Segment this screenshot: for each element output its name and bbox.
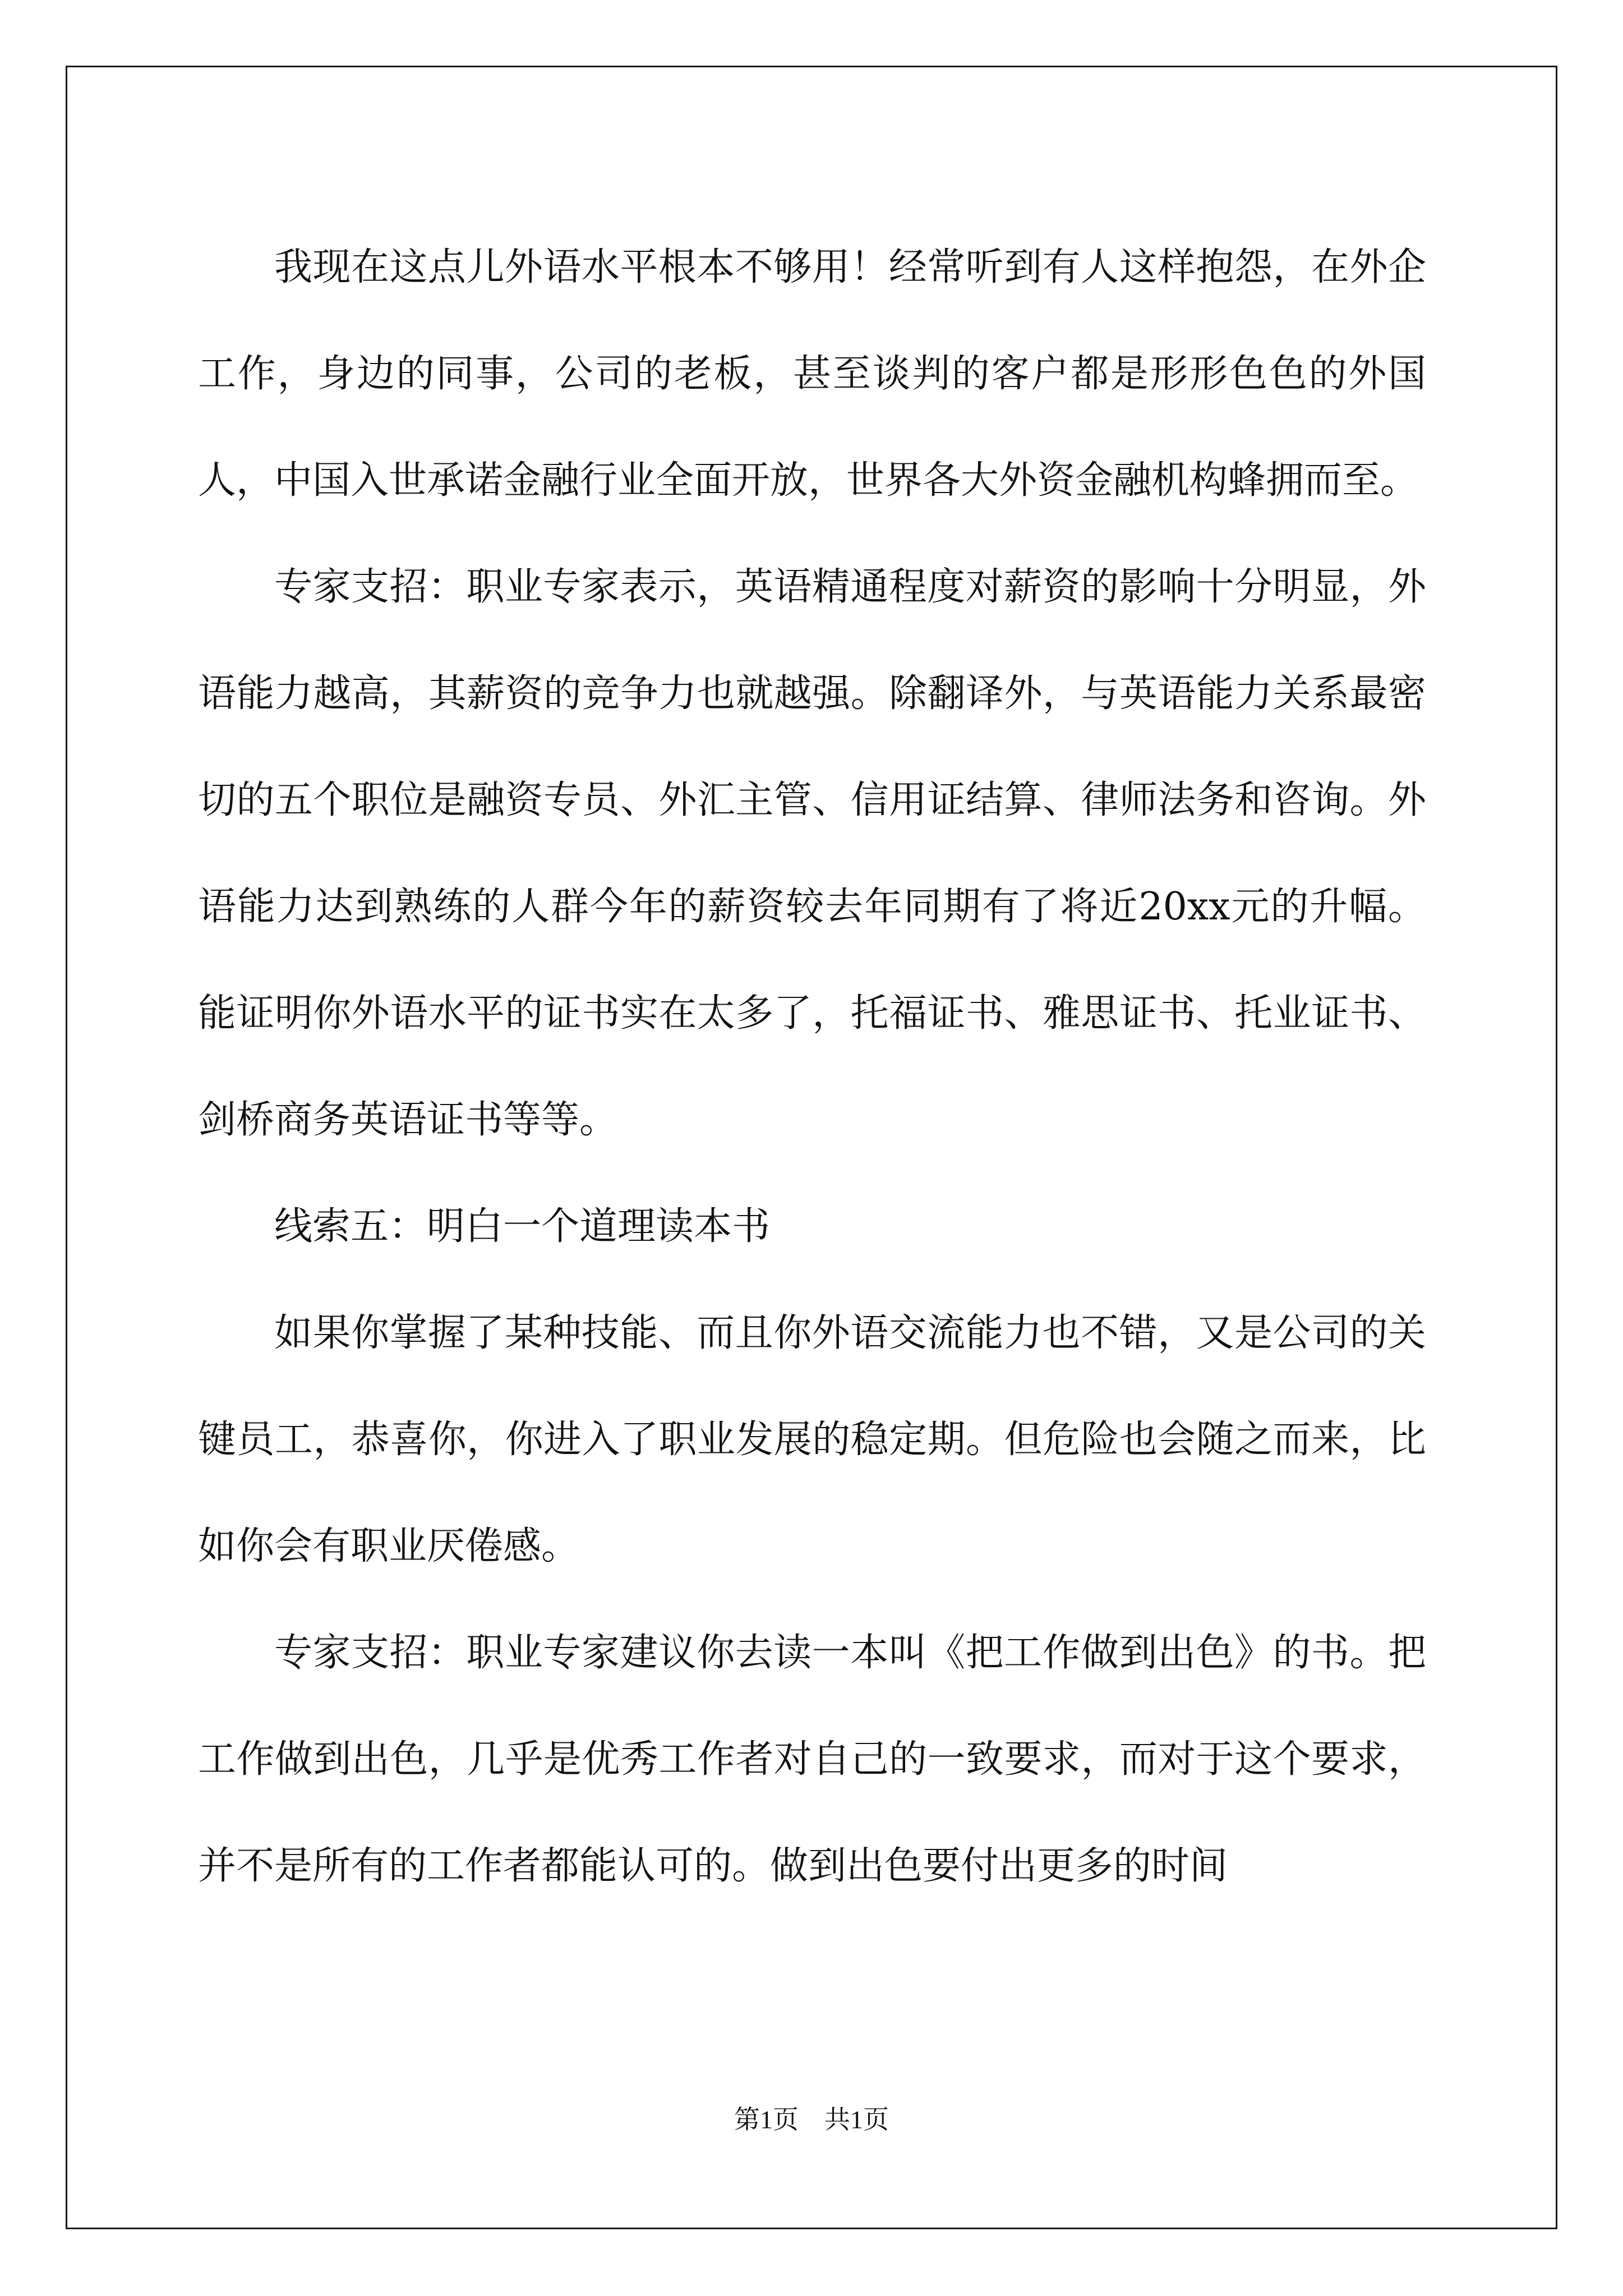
section-heading: 线索五：明白一个道理读本书	[274, 1204, 771, 1249]
paragraph-1: 我现在这点儿外语水平根本不够用！经常听到有人这样抱怨，在外企工作，身边的同事，公司的老板，甚至谈判的客户都是形形色色的外国人，中国入世承诺金融行业全面开放，世界各大外资金融机构蜂拥而至。	[198, 245, 1426, 503]
paragraph-4: 专家支招：职业专家建议你去读一本叫《把工作做到出色》的书。把工作做到出色，几乎是优秀工作者对自己的一致要求，而对于这个要求，并不是所有的工作者都能认可的。做到出色要付出更多的时间	[198, 1631, 1426, 1888]
paragraph-3: 如果你掌握了某种技能、而且你外语交流能力也不错，又是公司的关键员工，恭喜你，你进入了职业发展的稳定期。但危险也会随之而来，比如你会有职业厌倦感。	[198, 1311, 1426, 1568]
document-body	[198, 214, 1426, 1920]
paragraph-2: 专家支招：职业专家表示，英语精通程度对薪资的影响十分明显，外语能力越高，其薪资的竞争力也就越强。除翻译外，与英语能力关系最密切的五个职位是融资专员、外汇主管、信用证结算、律师法务和咨询。外语能力达到熟练的人群今年的薪资较去年同期有了将近20xx元的升幅。能证明你外语水平的证书实在太多了，托福证书、雅思证书、托业证书、剑桥商务英语证书等等。	[198, 565, 1426, 1142]
page-footer: 第1页 共1页	[734, 2105, 889, 2134]
